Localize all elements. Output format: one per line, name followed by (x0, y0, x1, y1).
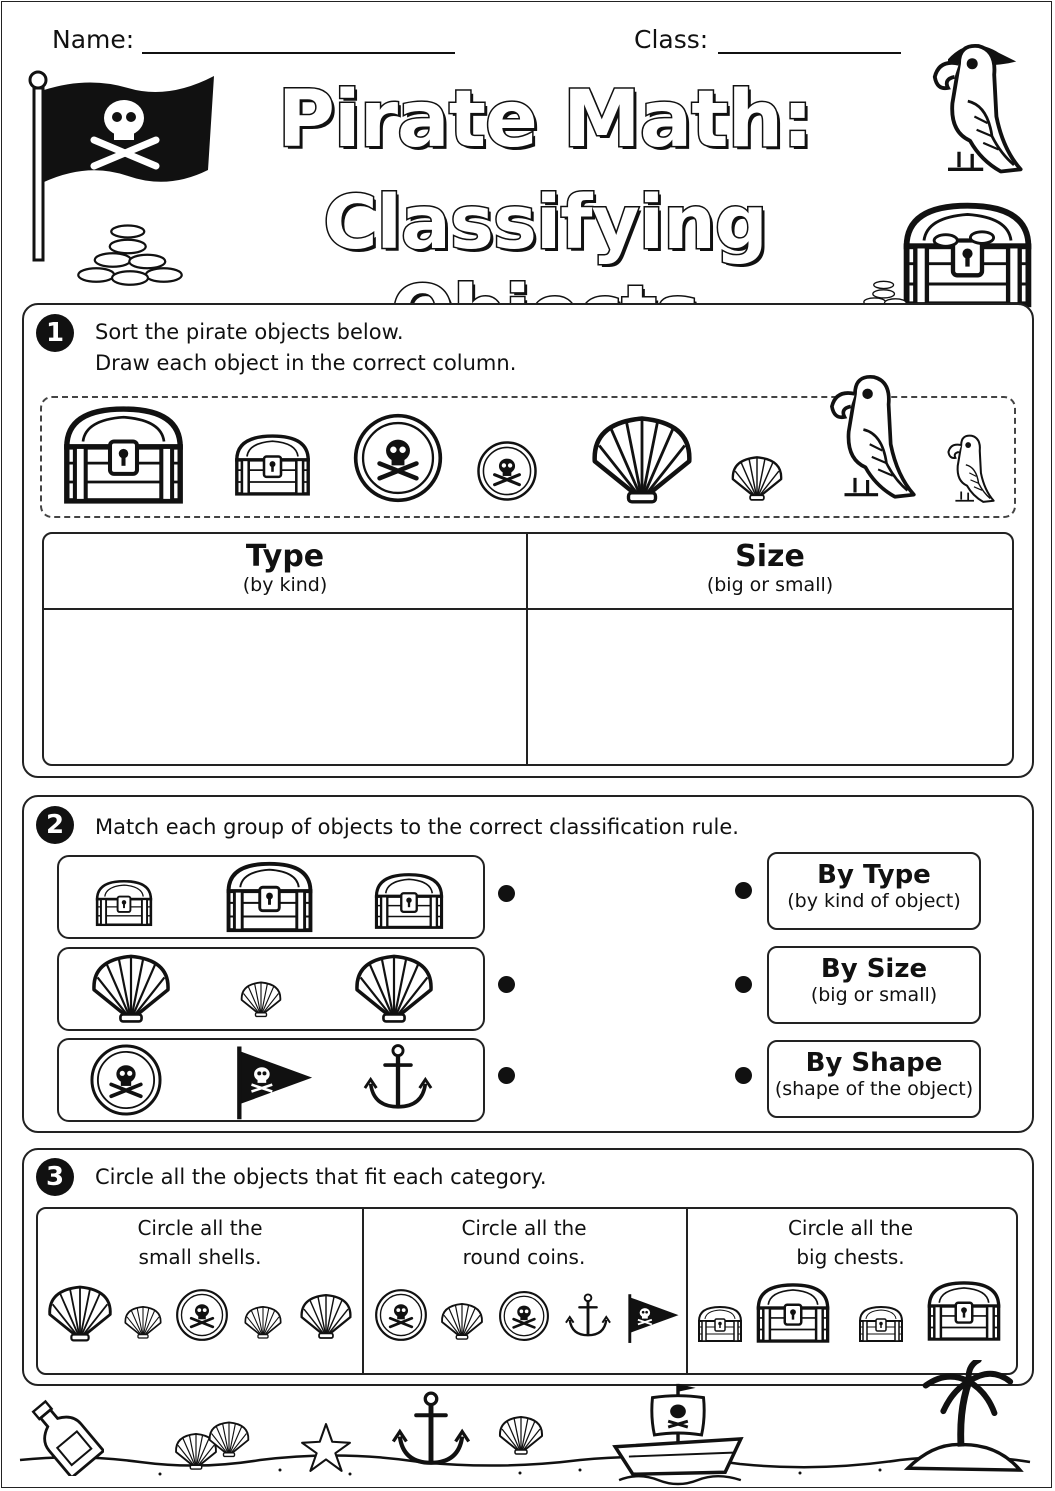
rule-by-shape (767, 1040, 981, 1118)
category-big-chests-line-2: big chests. (796, 1245, 905, 1269)
column-type-header (44, 540, 526, 596)
palm-island-icon (898, 1360, 1028, 1478)
pirate-parrot-icon (915, 26, 1025, 196)
anchor-icon[interactable] (564, 1288, 612, 1344)
table-header-line (43, 608, 1013, 610)
shell-icon (350, 952, 438, 1024)
category-small-shells-line-1: Circle all the (137, 1216, 263, 1240)
column-size-header (528, 540, 1012, 596)
section-1-instruction-1: Sort the pirate objects below. (95, 320, 404, 344)
big-parrot-icon (813, 370, 918, 508)
big-chest-icon (55, 401, 192, 509)
chest-icon[interactable] (695, 1303, 745, 1345)
title-line-2: Classifying (323, 180, 767, 266)
category-round-coins-line-1: Circle all the (461, 1216, 587, 1240)
section-1-number: 1 (36, 314, 74, 352)
section-3-instruction: Circle all the objects that fit each category. (95, 1165, 547, 1189)
rule-by-size-subtitle: (big or small) (810, 984, 938, 1006)
shell-icon[interactable] (122, 1305, 164, 1339)
coin-icon (89, 1043, 163, 1117)
category-round-coins (364, 1214, 684, 1272)
rule-by-shape-subtitle: (shape of the object) (774, 1078, 974, 1100)
section-1-instruction-2: Draw each object in the correct column. (95, 351, 517, 375)
chest-icon[interactable] (922, 1278, 1006, 1344)
rule-by-type-subtitle: (by kind of object) (787, 890, 961, 912)
rule-2-match-dot[interactable] (735, 976, 752, 993)
column-type-subtitle: (by kind) (242, 574, 328, 596)
column-type-title: Type (245, 539, 325, 574)
shell-icon[interactable] (44, 1284, 116, 1342)
rule-by-shape-title: By Shape (805, 1048, 943, 1078)
column-size-subtitle: (big or small) (706, 574, 834, 596)
small-parrot-icon (938, 432, 996, 508)
category-small-shells (40, 1214, 360, 1272)
section-2-number: 2 (36, 806, 74, 844)
coin-icon[interactable] (374, 1288, 428, 1342)
big-coin-icon (352, 412, 444, 504)
rule-by-size-title: By Size (820, 954, 928, 984)
class-field[interactable] (718, 52, 901, 54)
chest-icon (368, 870, 450, 932)
rule-1-match-dot[interactable] (735, 882, 752, 899)
chest-icon[interactable] (751, 1280, 835, 1346)
title-line-1: Pirate Math: (277, 75, 813, 165)
small-chest-icon (230, 430, 315, 500)
coin-icon[interactable] (498, 1290, 550, 1342)
anchor-icon (390, 1385, 472, 1475)
anchor-icon (362, 1040, 434, 1116)
rule-by-type (767, 852, 981, 930)
group-3-match-dot[interactable] (498, 1067, 515, 1084)
class-label: Class: (634, 25, 709, 54)
pirate-flag-icon[interactable] (624, 1290, 682, 1346)
name-label: Name: (52, 25, 135, 54)
chest-icon (92, 877, 156, 929)
rule-3-match-dot[interactable] (735, 1067, 752, 1084)
group-1-match-dot[interactable] (498, 885, 515, 902)
starfish-icon (300, 1422, 352, 1474)
pirate-flag-icon (230, 1043, 318, 1121)
size-drawing-area[interactable] (530, 612, 1010, 762)
shell-icon[interactable] (242, 1305, 284, 1339)
pirate-ship-icon (608, 1378, 748, 1486)
rule-by-size (767, 946, 981, 1024)
coin-icon[interactable] (175, 1288, 229, 1342)
chest-icon[interactable] (856, 1303, 906, 1345)
category-round-coins-line-2: round coins. (462, 1245, 586, 1269)
shell-icon (87, 952, 175, 1024)
name-field[interactable] (142, 52, 455, 54)
column-size-title: Size (735, 539, 805, 574)
small-coin-icon (476, 440, 538, 502)
message-bottle-icon (24, 1396, 104, 1476)
category-big-chests (688, 1214, 1013, 1272)
category-big-chests-line-1: Circle all the (787, 1216, 914, 1240)
shell-icon[interactable] (438, 1302, 486, 1340)
coin-stack-icon (55, 215, 205, 290)
section-3-number: 3 (36, 1158, 74, 1196)
shell-icon[interactable] (297, 1292, 355, 1340)
shell-icon (496, 1415, 546, 1455)
type-drawing-area[interactable] (46, 612, 524, 762)
big-shell-icon (585, 414, 699, 504)
rule-by-type-title: By Type (817, 860, 931, 890)
group-2-match-dot[interactable] (498, 976, 515, 993)
category-small-shells-line-2: small shells. (138, 1245, 262, 1269)
chest-icon (217, 858, 322, 936)
small-shell-icon (728, 455, 786, 501)
section-2-instruction: Match each group of objects to the correct classification rule. (95, 815, 739, 839)
shell-icon (206, 1420, 252, 1458)
shell-icon (238, 980, 284, 1018)
